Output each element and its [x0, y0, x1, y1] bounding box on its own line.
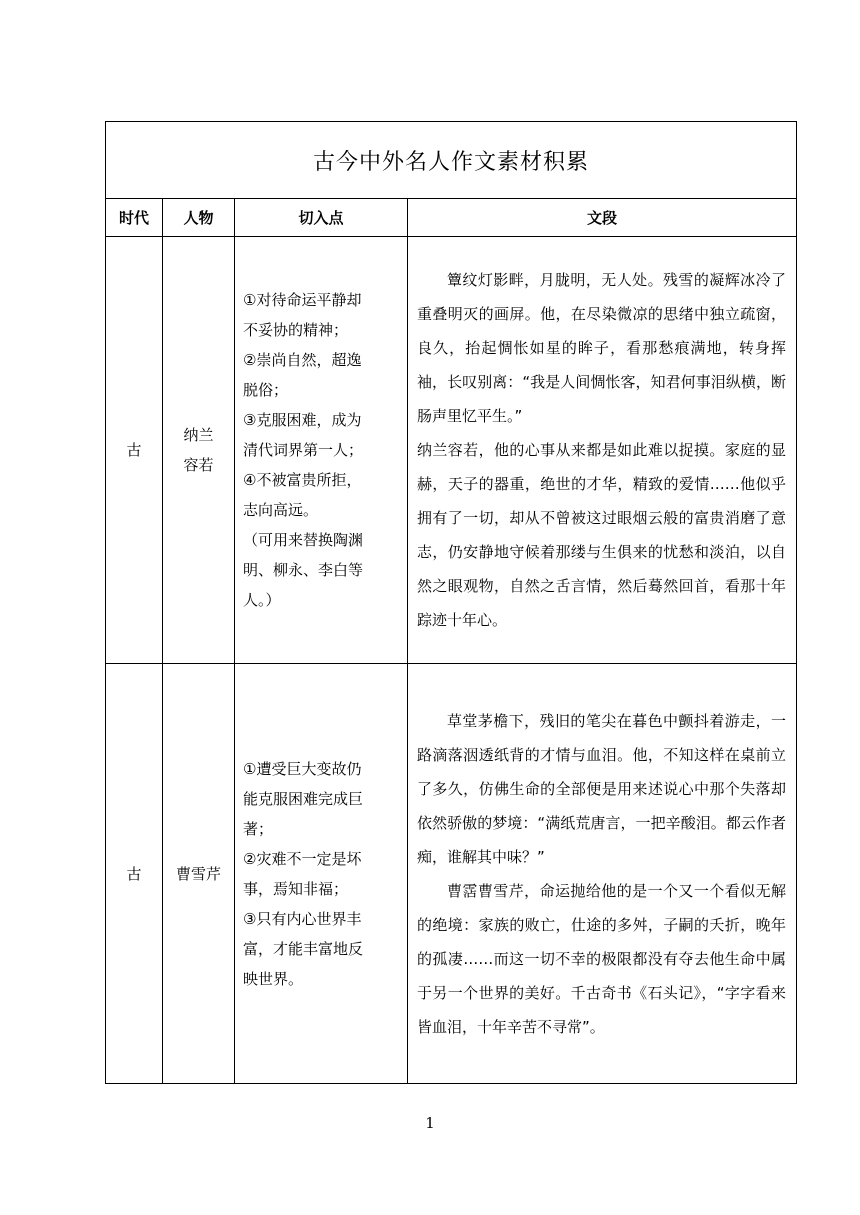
angle-line: 事，焉知非福； — [243, 879, 349, 898]
angle-line: ④不被富贵所拒， — [243, 471, 362, 489]
angle-line: ③克服困难，成为 — [243, 411, 362, 429]
angle-cell — [235, 664, 408, 1084]
angle-line: ①遭受巨大变故仍 — [243, 759, 362, 778]
header-angle: 切入点 — [235, 199, 408, 237]
header-row — [106, 199, 797, 237]
angle-line: 人。） — [243, 591, 281, 609]
angle-line: ③只有内心世界丰 — [243, 909, 362, 928]
person-name-line: 容若 — [183, 456, 214, 474]
angle-line: 富，才能丰富地反 — [243, 939, 364, 958]
angle-line: ②灾难不一定是坏 — [243, 849, 362, 868]
person-cell — [163, 237, 235, 664]
angle-line: 脱俗； — [243, 381, 289, 399]
angle-line: 清代词界第一人； — [243, 441, 364, 459]
person-name-line: 纳兰 — [183, 426, 214, 444]
table-row — [106, 664, 797, 1084]
angle-line: 明、柳永、李白等 — [243, 561, 364, 579]
era-cell: 古 — [106, 237, 163, 664]
header-era: 时代 — [106, 199, 163, 237]
angle-line: 著； — [243, 819, 274, 838]
person-name-line: 曹雪芹 — [175, 864, 221, 883]
angle-line: ②崇尚自然，超逸 — [243, 351, 362, 369]
passage-cell — [408, 664, 797, 1084]
material-table — [105, 121, 797, 1084]
passage-paragraph: 纳兰容若，他的心事从来都是如此难以捉摸。家庭的显赫，天子的器重，绝世的才华，精致的爱情……他似乎拥有了一切，却从不曾被这过眼烟云般的富贵消磨了意志，仍安静地守候着那缕与生俱来的忧愁和淡泊，以自然之眼观物，自然之舌言情，然后蓦然回首，看那十年踪迹十年心。 — [417, 441, 787, 629]
document-title: 古今中外名人作文素材积累 — [106, 122, 797, 199]
passage-cell — [408, 237, 797, 664]
angle-line: 映世界。 — [243, 969, 304, 988]
passage-paragraph: 曹霑曹雪芹，命运抛给他的是一个又一个看似无解的绝境：家族的败亡，仕途的多舛，子嗣的夭折，晚年的孤凄……而这一切不幸的极限都没有夺去他生命中属于另一个世界的美好。千古奇书《石头记》，“字字看来皆血泪，十年辛苦不寻常”。 — [417, 881, 787, 1036]
page-number: 1 — [425, 1114, 435, 1132]
angle-line: 不妥协的精神； — [243, 321, 349, 339]
passage-paragraph: 簟纹灯影畔，月胧明，无人处。残雪的凝辉冰冷了重叠明灭的画屏。他，在尽染微凉的思绪中独立疏窗，良久，抬起惆怅如星的眸子，看那愁痕满地，转身挥袖，长叹别离：“我是人间惆怅客，知君何事泪纵横，断肠声里忆平生。” — [417, 271, 787, 425]
header-person: 人物 — [163, 199, 235, 237]
angle-line: （可用来替换陶渊 — [243, 531, 364, 549]
table-row — [106, 237, 797, 664]
header-passage: 文段 — [408, 199, 797, 237]
angle-line: 志向高远。 — [243, 501, 319, 519]
angle-line: 能克服困难完成巨 — [243, 789, 364, 808]
era-cell: 古 — [106, 664, 163, 1084]
angle-line: ①对待命运平静却 — [243, 291, 362, 309]
passage-paragraph: 草堂茅檐下，残旧的笔尖在暮色中颤抖着游走，一路滴落洇透纸背的才情与血泪。他，不知这样在桌前立了多久，仿佛生命的全部便是用来述说心中那个失落却依然骄傲的梦境：“满纸荒唐言，一把辛酸泪。都云作者痴，谁解其中味？” — [417, 711, 787, 866]
angle-cell — [235, 237, 408, 664]
person-cell — [163, 664, 235, 1084]
